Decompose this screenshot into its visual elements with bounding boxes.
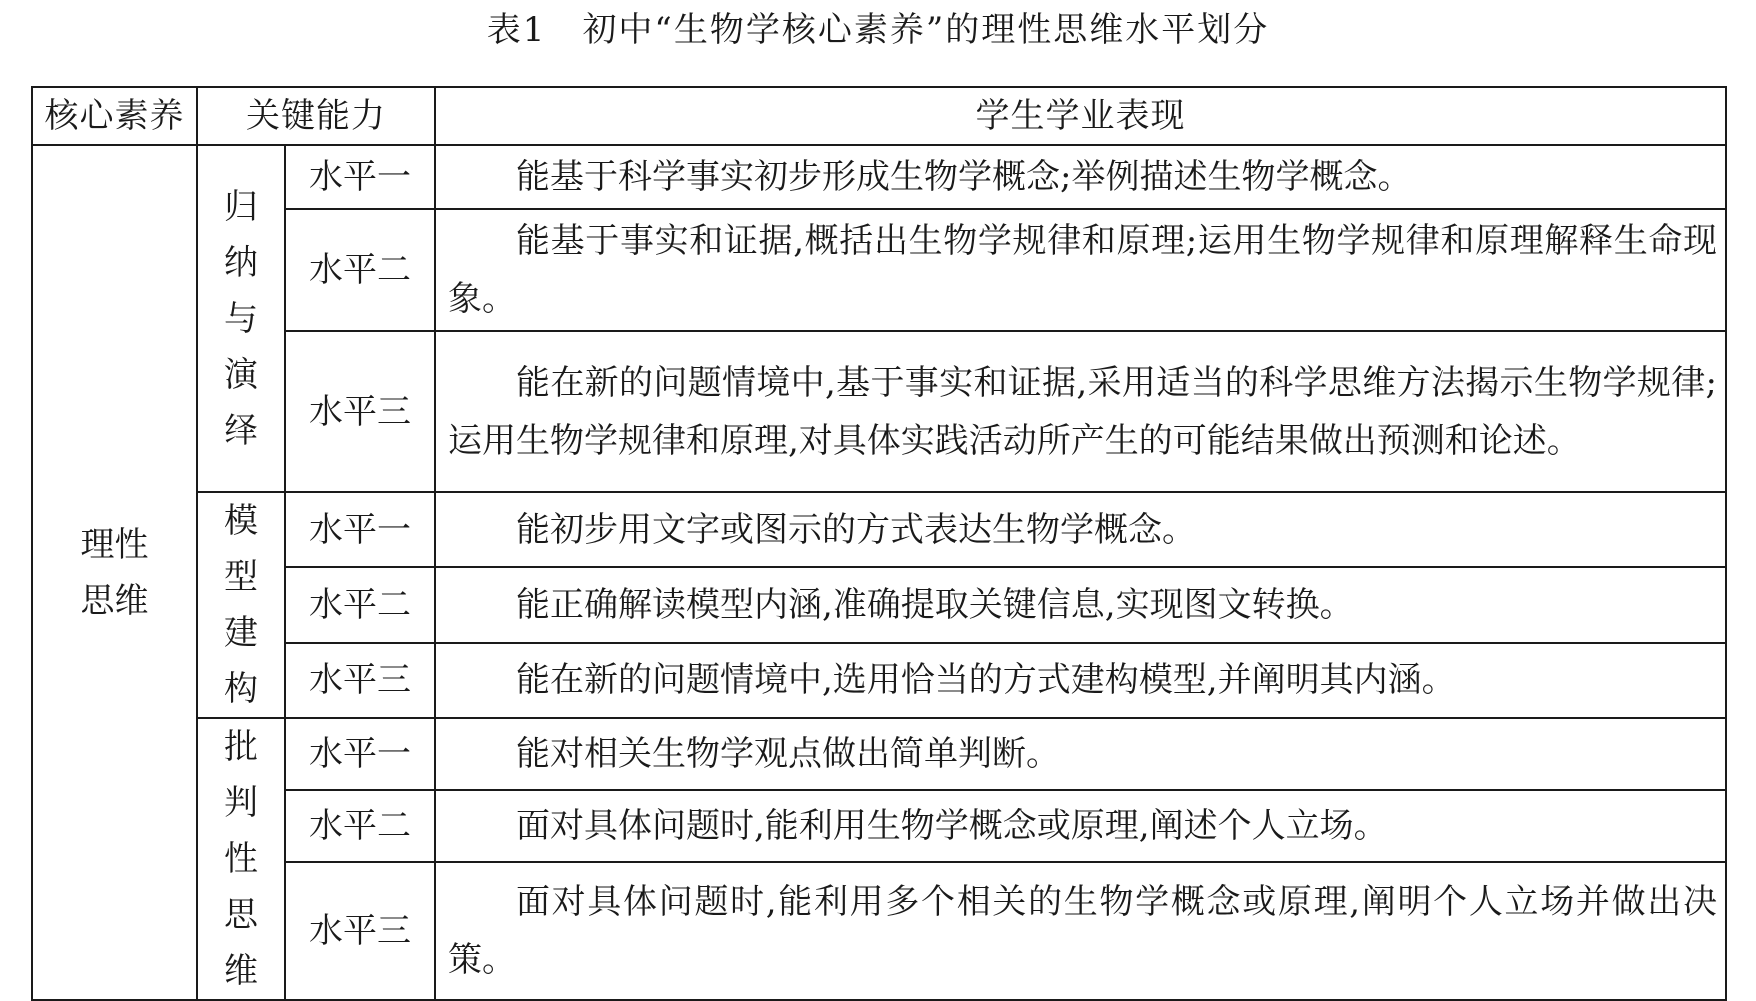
ability-label: 批 判 性 思 维 (224, 727, 258, 991)
core-literacy-label: 理性 思维 (80, 524, 149, 621)
performance-cell: 能初步用文字或图示的方式表达生物学概念。 (435, 492, 1726, 567)
table-row (32, 567, 1726, 642)
ability-cell-modeling (197, 492, 285, 718)
table-row (32, 718, 1726, 790)
table-title: 初中“生物学核心素养”的理性思维水平划分 (582, 10, 1270, 50)
level-cell: 水平二 (285, 567, 435, 642)
table-row (32, 331, 1726, 492)
ability-cell-critical-thinking (197, 718, 285, 1000)
level-cell: 水平二 (285, 790, 435, 862)
table-number: 表1 (486, 10, 547, 50)
header-performance: 学生学业表现 (435, 87, 1726, 145)
literacy-level-table (31, 86, 1727, 1001)
performance-cell: 能在新的问题情境中,选用恰当的方式建构模型,并阐明其内涵。 (435, 643, 1726, 718)
performance-cell: 能对相关生物学观点做出简单判断。 (435, 718, 1726, 790)
level-cell: 水平三 (285, 862, 435, 1000)
table-row (32, 145, 1726, 209)
table-row (32, 790, 1726, 862)
performance-cell: 面对具体问题时,能利用生物学概念或原理,阐述个人立场。 (435, 790, 1726, 862)
level-cell: 水平三 (285, 331, 435, 492)
level-cell: 水平一 (285, 492, 435, 567)
core-literacy-cell (32, 145, 197, 1000)
performance-cell: 面对具体问题时,能利用多个相关的生物学概念或原理,阐明个人立场并做出决策。 (435, 862, 1726, 1000)
header-core: 核心素养 (32, 87, 197, 145)
table-caption (0, 8, 1756, 52)
level-cell: 水平二 (285, 209, 435, 331)
table-row (32, 862, 1726, 1000)
ability-cell-induction (197, 145, 285, 492)
header-row (32, 87, 1726, 145)
header-ability: 关键能力 (197, 87, 435, 145)
level-cell: 水平一 (285, 718, 435, 790)
table-row (32, 209, 1726, 331)
ability-label: 模 型 建 构 (224, 501, 258, 709)
performance-cell: 能正确解读模型内涵,准确提取关键信息,实现图文转换。 (435, 567, 1726, 642)
table-row (32, 643, 1726, 718)
performance-cell: 能基于科学事实初步形成生物学概念;举例描述生物学概念。 (435, 145, 1726, 209)
level-cell: 水平一 (285, 145, 435, 209)
level-cell: 水平三 (285, 643, 435, 718)
table-row (32, 492, 1726, 567)
ability-label: 归 纳 与 演 绎 (224, 186, 258, 451)
performance-cell: 能在新的问题情境中,基于事实和证据,采用适当的科学思维方法揭示生物学规律;运用生物学规律和原理,对具体实践活动所产生的可能结果做出预测和论述。 (435, 331, 1726, 492)
performance-cell: 能基于事实和证据,概括出生物学规律和原理;运用生物学规律和原理解释生命现象。 (435, 209, 1726, 331)
